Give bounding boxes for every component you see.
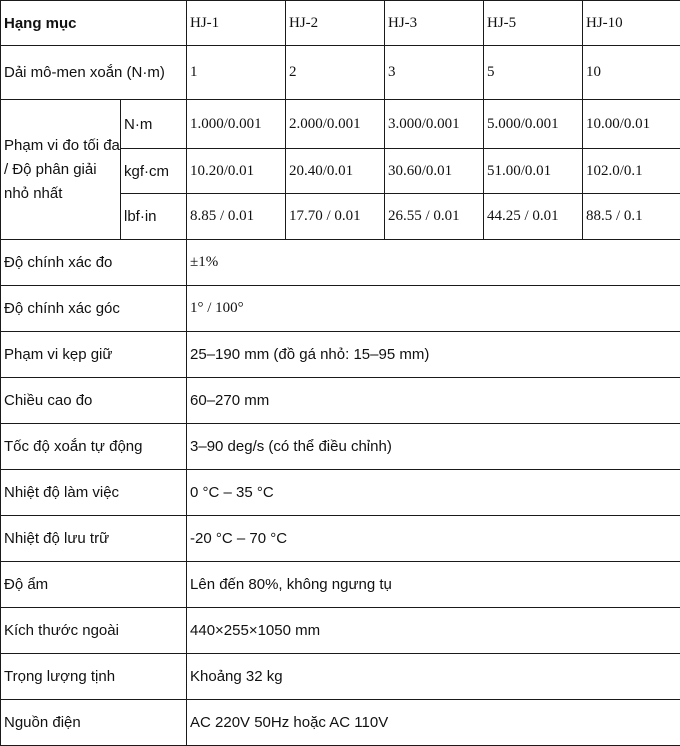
max-range-label: Phạm vi đo tối đa / Độ phân giải nhỏ nhất bbox=[1, 100, 121, 240]
spec-value: ±1% bbox=[187, 240, 680, 286]
range-value: 88.5 / 0.1 bbox=[583, 194, 680, 240]
range-value: 20.40/0.01 bbox=[286, 149, 385, 194]
spec-value: 60–270 mm bbox=[187, 378, 680, 424]
spec-label: Nhiệt độ lưu trữ bbox=[1, 516, 187, 562]
spec-label: Chiều cao đo bbox=[1, 378, 187, 424]
header-model-hj-5: HJ-5 bbox=[484, 1, 583, 46]
torque-range-label: Dải mô-men xoắn (N·m) bbox=[1, 46, 187, 100]
spec-row-speed bbox=[1, 424, 680, 470]
spec-value: 25–190 mm (đồ gá nhỏ: 15–95 mm) bbox=[187, 332, 680, 378]
spec-value: 0 °C – 35 °C bbox=[187, 470, 680, 516]
range-value: 51.00/0.01 bbox=[484, 149, 583, 194]
spec-label: Trọng lượng tịnh bbox=[1, 654, 187, 700]
spec-label: Kích thước ngoài bbox=[1, 608, 187, 654]
header-model-hj-2: HJ-2 bbox=[286, 1, 385, 46]
torque-range-row bbox=[1, 46, 680, 100]
header-row bbox=[1, 1, 680, 46]
spec-row-humidity bbox=[1, 562, 680, 608]
range-value: 102.0/0.1 bbox=[583, 149, 680, 194]
range-value: 10.20/0.01 bbox=[187, 149, 286, 194]
spec-label: Độ chính xác đo bbox=[1, 240, 187, 286]
spec-value: 440×255×1050 mm bbox=[187, 608, 680, 654]
spec-label: Độ ẩm bbox=[1, 562, 187, 608]
spec-value: AC 220V 50Hz hoặc AC 110V bbox=[187, 700, 680, 746]
torque-range-value: 10 bbox=[583, 46, 680, 100]
range-value: 26.55 / 0.01 bbox=[385, 194, 484, 240]
header-item-cell: Hạng mục bbox=[1, 1, 187, 46]
unit-label: kgf·cm bbox=[121, 149, 187, 194]
range-value: 2.000/0.001 bbox=[286, 100, 385, 149]
spec-row-working-temp bbox=[1, 470, 680, 516]
unit-label: N·m bbox=[121, 100, 187, 149]
header-model-hj-1: HJ-1 bbox=[187, 1, 286, 46]
unit-label: lbf·in bbox=[121, 194, 187, 240]
torque-range-value: 2 bbox=[286, 46, 385, 100]
header-model-hj-10: HJ-10 bbox=[583, 1, 680, 46]
spec-row-height bbox=[1, 378, 680, 424]
spec-label: Nguồn điện bbox=[1, 700, 187, 746]
range-value: 5.000/0.001 bbox=[484, 100, 583, 149]
spec-row-accuracy bbox=[1, 240, 680, 286]
range-value: 8.85 / 0.01 bbox=[187, 194, 286, 240]
spec-value: Khoảng 32 kg bbox=[187, 654, 680, 700]
header-model-hj-3: HJ-3 bbox=[385, 1, 484, 46]
spec-value: 1° / 100° bbox=[187, 286, 680, 332]
range-row-nm bbox=[1, 100, 680, 149]
spec-row-storage-temp bbox=[1, 516, 680, 562]
spec-row-angle-accuracy bbox=[1, 286, 680, 332]
range-value: 17.70 / 0.01 bbox=[286, 194, 385, 240]
spec-value: 3–90 deg/s (có thể điều chỉnh) bbox=[187, 424, 680, 470]
spec-value: Lên đến 80%, không ngưng tụ bbox=[187, 562, 680, 608]
spec-label: Tốc độ xoắn tự động bbox=[1, 424, 187, 470]
torque-range-value: 5 bbox=[484, 46, 583, 100]
range-value: 10.00/0.01 bbox=[583, 100, 680, 149]
range-value: 44.25 / 0.01 bbox=[484, 194, 583, 240]
spec-row-clamp-range bbox=[1, 332, 680, 378]
range-value: 30.60/0.01 bbox=[385, 149, 484, 194]
spec-label: Độ chính xác góc bbox=[1, 286, 187, 332]
spec-row-dimensions bbox=[1, 608, 680, 654]
spec-label: Nhiệt độ làm việc bbox=[1, 470, 187, 516]
range-value: 3.000/0.001 bbox=[385, 100, 484, 149]
spec-label: Phạm vi kẹp giữ bbox=[1, 332, 187, 378]
spec-row-power bbox=[1, 700, 680, 746]
range-value: 1.000/0.001 bbox=[187, 100, 286, 149]
torque-range-value: 1 bbox=[187, 46, 286, 100]
torque-range-value: 3 bbox=[385, 46, 484, 100]
spec-row-weight bbox=[1, 654, 680, 700]
spec-value: -20 °C – 70 °C bbox=[187, 516, 680, 562]
